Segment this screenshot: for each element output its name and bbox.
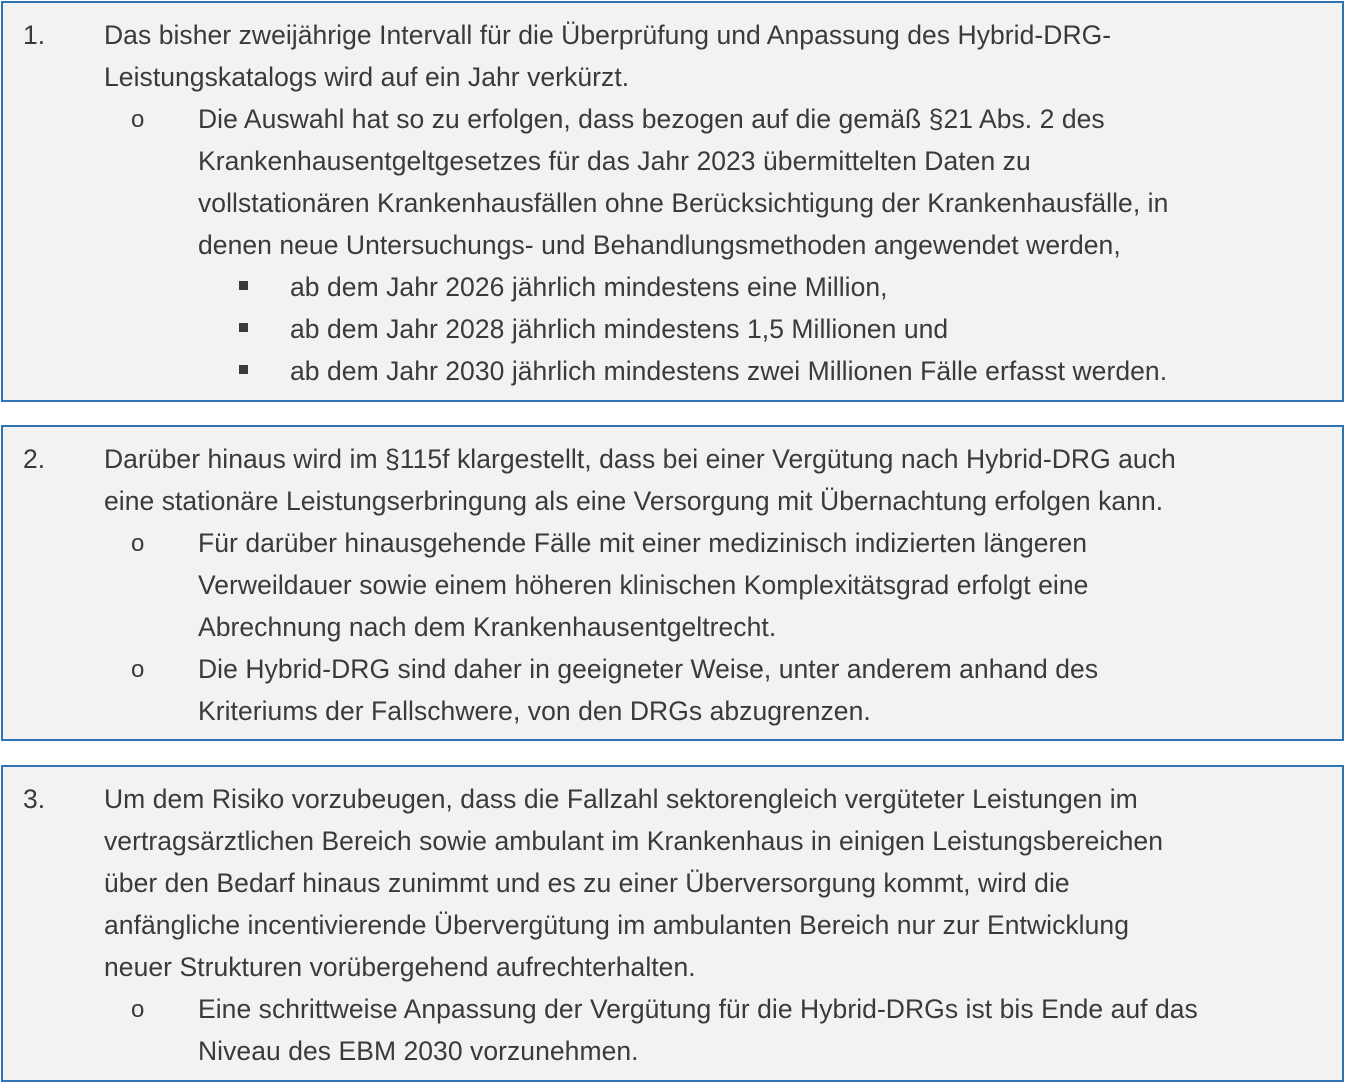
square-bullet-icon: [239, 281, 248, 290]
item-text-line: neuer Strukturen vorübergehend aufrechterhalten.: [104, 952, 696, 982]
square-bullet-icon: [239, 365, 248, 374]
square-bullet-icon: [239, 323, 248, 332]
sub-item-text-line: Eine schrittweise Anpassung der Vergütung für die Hybrid-DRGs ist bis Ende auf das: [198, 994, 1198, 1024]
sub-item-text-line: Niveau des EBM 2030 vorzunehmen.: [198, 1036, 639, 1066]
hollow-bullet-icon: o: [131, 106, 145, 133]
item-text-line: eine stationäre Leistungserbringung als eine Versorgung mit Übernachtung erfolgen kann.: [104, 486, 1164, 516]
sub-item-text-line: Krankenhausentgeltgesetzes für das Jahr 2023 übermittelten Daten zu: [198, 146, 1031, 176]
sub-item-text-line: Die Auswahl hat so zu erfolgen, dass bezogen auf die gemäß §21 Abs. 2 des: [198, 104, 1105, 134]
item-number: 1.: [23, 20, 46, 50]
sub-item-text-line: vollstationären Krankenhausfällen ohne Berücksichtigung der Krankenhausfälle, in: [198, 188, 1169, 218]
sub-item-text-line: Die Hybrid-DRG sind daher in geeigneter Weise, unter anderem anhand des: [198, 654, 1099, 684]
hollow-bullet-icon: o: [131, 530, 145, 557]
sub-sub-item-text: ab dem Jahr 2028 jährlich mindestens 1,5 Millionen und: [290, 314, 949, 344]
sub-sub-item-text: ab dem Jahr 2030 jährlich mindestens zwei Millionen Fälle erfasst werden.: [290, 356, 1168, 386]
item-box-2: [1, 425, 1344, 741]
sub-sub-item-text: ab dem Jahr 2026 jährlich mindestens eine Million,: [290, 272, 888, 302]
item-number: 3.: [23, 784, 46, 814]
sub-item-text-line: Verweildauer sowie einem höheren klinischen Komplexitätsgrad erfolgt eine: [198, 570, 1089, 600]
item-text-line: Das bisher zweijährige Intervall für die Überprüfung und Anpassung des Hybrid-DRG-: [104, 20, 1112, 50]
hollow-bullet-icon: o: [131, 656, 145, 683]
item-box-1: [1, 1, 1344, 402]
item-text-line: über den Bedarf hinaus zunimmt und es zu einer Überversorgung kommt, wird die: [104, 868, 1070, 898]
hollow-bullet-icon: o: [131, 996, 145, 1023]
item-text-line: Darüber hinaus wird im §115f klargestellt, dass bei einer Vergütung nach Hybrid-DRG auch: [104, 444, 1176, 474]
item-text-line: vertragsärztlichen Bereich sowie ambulant im Krankenhaus in einigen Leistungsbereichen: [104, 826, 1164, 856]
sub-item-text-line: denen neue Untersuchungs- und Behandlungsmethoden angewendet werden,: [198, 230, 1121, 260]
item-text-line: Leistungskatalogs wird auf ein Jahr verkürzt.: [104, 62, 630, 92]
item-text-line: Um dem Risiko vorzubeugen, dass die Fallzahl sektorengleich vergüteter Leistungen im: [104, 784, 1138, 814]
sub-item-text-line: Kriteriums der Fallschwere, von den DRGs abzugrenzen.: [198, 696, 871, 726]
item-number: 2.: [23, 444, 46, 474]
sub-item-text-line: Abrechnung nach dem Krankenhausentgeltrecht.: [198, 612, 777, 642]
sub-item-text-line: Für darüber hinausgehende Fälle mit einer medizinisch indizierten längeren: [198, 528, 1088, 558]
item-text-line: anfängliche incentivierende Übervergütung im ambulanten Bereich nur zur Entwicklung: [104, 910, 1129, 940]
item-box-3: [1, 765, 1344, 1082]
